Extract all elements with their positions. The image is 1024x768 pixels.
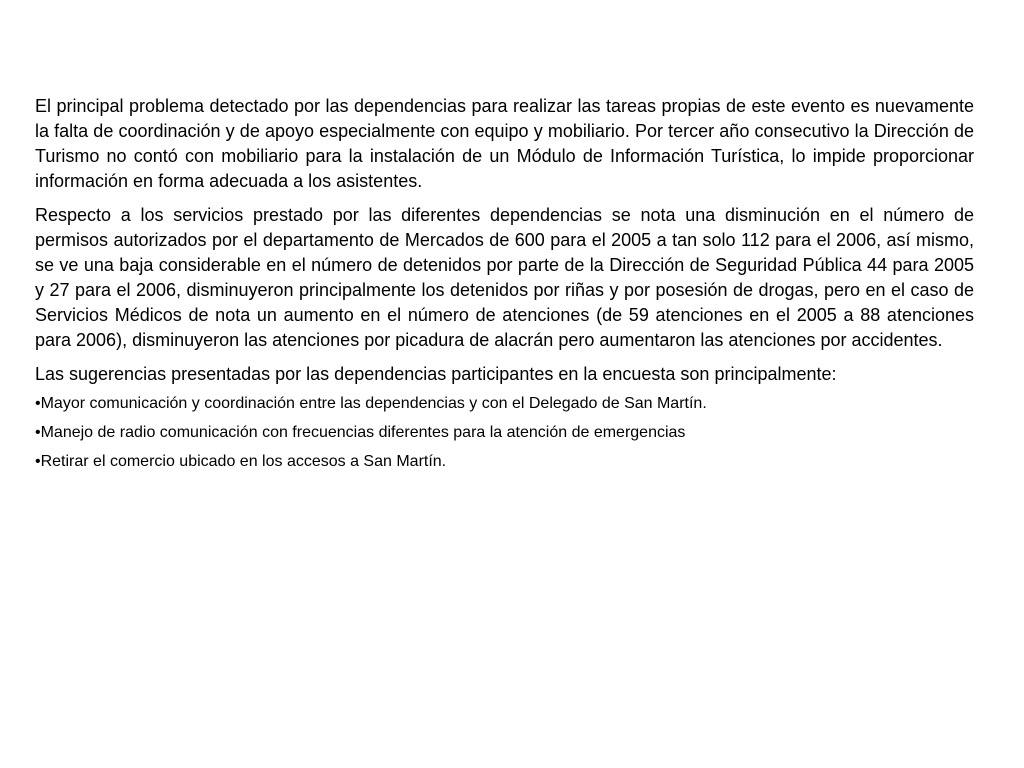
suggestions-lead: Las sugerencias presentadas por las dependencias participantes en la encuesta son principalmente: (35, 364, 837, 384)
suggestion-item: •Retirar el comercio ubicado en los accesos a San Martín. (35, 453, 447, 470)
paragraph-services-statistics: Respecto a los servicios prestado por las diferentes dependencias se nota una disminución en el número de permisos autorizados por el departamento de Mercados de 600 para el 2005 a tan solo 112 para el 2006, así mismo, se ve una baja considerable en el número de detenidos por parte de la Dirección de Seguridad Pública 44 para 2005 y 27 para el 2006, disminuyeron principalmente los detenidos por riñas y por posesión de drogas, pero en el caso de Servicios Médicos de nota un aumento en el número de atenciones (de 59 atenciones en el 2005 a 88 atenciones para 2006), disminuyeron las atenciones por picadura de alacrán pero aumentaron las atenciones por accidentes. (35, 205, 974, 350)
slide-body (35, 94, 974, 478)
paragraph-coordination-problem: El principal problema detectado por las dependencias para realizar las tareas propias de este evento es nuevamente la falta de coordinación y de apoyo especialmente con equipo y mobiliario. Por tercer año consecutivo la Dirección de Turismo no contó con mobiliario para la instalación de un Módulo de Información Turística, lo impide proporcionar información en forma adecuada a los asistentes. (35, 96, 974, 191)
suggestion-item: •Mayor comunicación y coordinación entre las dependencias y con el Delegado de San Martín. (35, 395, 707, 412)
suggestion-item: •Manejo de radio comunicación con frecuencias diferentes para la atención de emergencias (35, 424, 686, 441)
